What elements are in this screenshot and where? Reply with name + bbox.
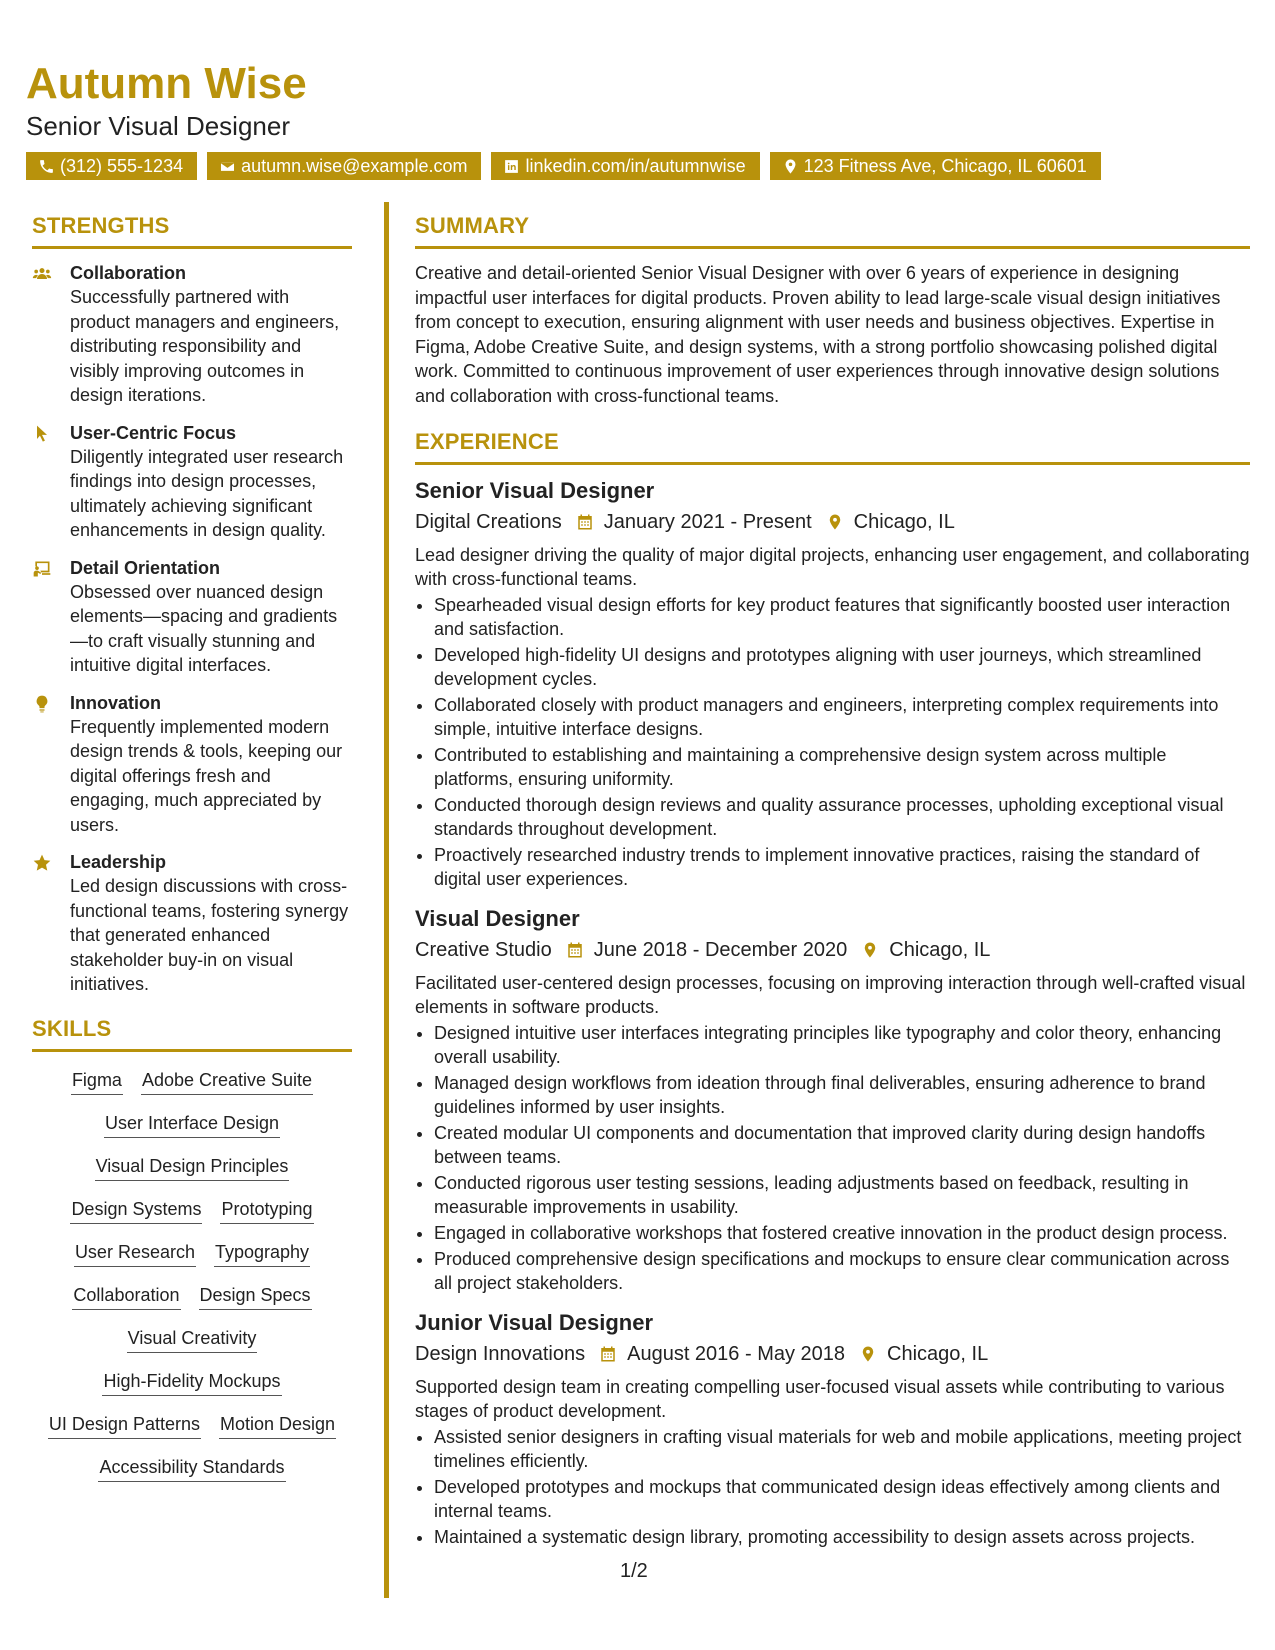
chalkboard-icon bbox=[32, 559, 52, 579]
job-title: Visual Designer bbox=[415, 906, 580, 931]
job-bullet: • Conducted thorough design reviews and quality assurance processes, upholding exceptional visual standards throughout development. bbox=[434, 793, 1250, 841]
job-bullet: • Developed high-fidelity UI designs and prototypes aligning with user journeys, which streamlined development cycles. bbox=[434, 643, 1250, 691]
skill-tag: Figma bbox=[71, 1068, 123, 1095]
envelope-icon bbox=[219, 158, 236, 175]
users-icon bbox=[32, 264, 52, 284]
job-bullet: • Designed intuitive user interfaces integrating principles like typography and color theory, enhancing overall usability. bbox=[434, 1021, 1250, 1069]
experience-list bbox=[415, 477, 1250, 1549]
job-description: Lead designer driving the quality of major digital projects, enhancing user engagement, and collaborating with cross-functional teams. bbox=[415, 545, 1250, 589]
strength-text: Led design discussions with cross-functional teams, fostering synergy that generated enhanced stakeholder buy-in on visual initiatives. bbox=[70, 876, 349, 994]
calendar-icon bbox=[566, 941, 584, 959]
contact-bar bbox=[26, 152, 1256, 180]
job-bullet: • Collaborated closely with product managers and engineers, interpreting complex requirements into simple, intuitive interface designs. bbox=[434, 693, 1250, 741]
job-title: Senior Visual Designer bbox=[415, 478, 655, 503]
job-bullet: • Developed prototypes and mockups that communicated design ideas effectively among clients and internal teams. bbox=[434, 1475, 1250, 1523]
job-bullet: • Assisted senior designers in crafting visual materials for web and mobile applications, meeting project timelines efficiently. bbox=[434, 1425, 1250, 1473]
job-description: Supported design team in creating compelling user-focused visual assets while contributing to various stages of product development. bbox=[415, 1377, 1225, 1421]
job-meta bbox=[415, 935, 1250, 965]
skill-tag: Motion Design bbox=[219, 1412, 336, 1439]
strength-item bbox=[32, 850, 352, 997]
job-description: Facilitated user-centered design processes, focusing on improving interaction through well-crafted visual elements in software products. bbox=[415, 973, 1246, 1017]
skill-tag: User Research bbox=[74, 1240, 196, 1267]
job-bullet: • Spearheaded visual design efforts for key product features that significantly boosted user interaction and satisfaction. bbox=[434, 593, 1250, 641]
strength-title: Detail Orientation bbox=[70, 557, 221, 578]
map-pin-icon bbox=[782, 158, 799, 175]
skill-tag: Design Systems bbox=[70, 1197, 202, 1224]
job-dates: January 2021 - Present bbox=[603, 511, 812, 533]
job-bullet: • Produced comprehensive design specifications and mockups to ensure clear communication across all project stakeholders. bbox=[434, 1247, 1250, 1295]
column-divider bbox=[384, 202, 389, 1598]
strength-title: Collaboration bbox=[70, 263, 186, 283]
candidate-title: Senior Visual Designer bbox=[26, 111, 290, 141]
job-dates: June 2018 - December 2020 bbox=[593, 939, 848, 961]
contact-phone[interactable] bbox=[26, 152, 197, 180]
job-bullets bbox=[415, 1425, 1250, 1549]
strengths-heading: STRENGTHS bbox=[32, 212, 352, 249]
strength-item bbox=[32, 556, 352, 678]
skill-tag: UI Design Patterns bbox=[48, 1412, 201, 1439]
strength-text: Frequently implemented modern design trends & tools, keeping our digital offerings fresh and engaging, much appreciated by users. bbox=[70, 716, 343, 835]
map-pin-icon bbox=[859, 1345, 877, 1363]
job-bullets bbox=[415, 1021, 1250, 1295]
candidate-name: Autumn Wise bbox=[26, 59, 307, 108]
cursor-icon bbox=[32, 424, 52, 444]
job-location: Chicago, IL bbox=[889, 939, 991, 961]
contact-address[interactable] bbox=[770, 152, 1101, 180]
map-pin-icon bbox=[861, 941, 879, 959]
job-dates: August 2016 - May 2018 bbox=[627, 1343, 846, 1365]
strength-title: User-Centric Focus bbox=[70, 422, 237, 443]
skill-tag: Visual Design Principles bbox=[95, 1154, 290, 1181]
contact-address-text: 123 Fitness Ave, Chicago, IL 60601 bbox=[803, 156, 1087, 176]
strength-text: Obsessed over nuanced design elements—spacing and gradients—to craft visually stunning and intuitive digital interfaces. bbox=[70, 581, 338, 675]
strength-item bbox=[32, 261, 352, 408]
linkedin-icon bbox=[503, 158, 520, 175]
strength-title: Innovation bbox=[70, 692, 161, 713]
calendar-icon bbox=[599, 1345, 617, 1363]
job-bullet: • Conducted rigorous user testing sessions, leading adjustments based on feedback, resulting in measurable improvements in usability. bbox=[434, 1171, 1250, 1219]
job-entry bbox=[415, 477, 1250, 891]
job-meta bbox=[415, 507, 1250, 537]
job-entry bbox=[415, 905, 1250, 1295]
summary-text: Creative and detail-oriented Senior Visual Designer with over 6 years of experience in designing impactful user interfaces for digital products. Proven ability to lead large-scale visual design initiatives from concept to execution, ensuring alignment with user needs and business objectives. Expertise in Figma, Adobe Creative Suite, and design systems, with a strong portfolio showcasing polished digital work. Committed to continuous improvement of user experiences through innovative design solutions and collaboration with cross-functional teams. bbox=[415, 263, 1221, 406]
job-bullets bbox=[415, 593, 1250, 891]
strength-item bbox=[32, 421, 352, 543]
strength-text: Successfully partnered with product managers and engineers, distributing responsibility and visibly improving outcomes in design iterations. bbox=[70, 287, 340, 405]
skills-heading: SKILLS bbox=[32, 1015, 352, 1052]
skill-tag: User Interface Design bbox=[104, 1111, 280, 1138]
contact-phone-text: (312) 555-1234 bbox=[60, 156, 184, 176]
skill-tag: Typography bbox=[214, 1240, 310, 1267]
phone-icon bbox=[38, 158, 55, 175]
job-bullet: • Managed design workflows from ideation through final deliverables, ensuring adherence to brand guidelines informed by user insights. bbox=[434, 1071, 1250, 1119]
skill-tag: Visual Creativity bbox=[127, 1326, 258, 1353]
job-bullet: • Created modular UI components and documentation that improved clarity during design handoffs between teams. bbox=[434, 1121, 1250, 1169]
job-entry bbox=[415, 1309, 1250, 1549]
job-meta bbox=[415, 1339, 1250, 1369]
right-column bbox=[415, 212, 1250, 1563]
contact-linkedin[interactable] bbox=[491, 152, 759, 180]
job-title: Junior Visual Designer bbox=[415, 1310, 654, 1335]
resume-header bbox=[26, 58, 1256, 180]
job-bullet: • Engaged in collaborative workshops that fostered creative innovation in the product design process. bbox=[434, 1221, 1250, 1245]
job-company: Digital Creations bbox=[415, 511, 562, 533]
job-bullet: • Proactively researched industry trends to implement innovative practices, raising the standard of digital user experiences. bbox=[434, 843, 1250, 891]
contact-email[interactable] bbox=[207, 152, 481, 180]
job-company: Design Innovations bbox=[415, 1343, 586, 1365]
skill-tag: Accessibility Standards bbox=[98, 1455, 285, 1482]
strength-item bbox=[32, 691, 352, 838]
skill-tag: Collaboration bbox=[72, 1283, 180, 1310]
skill-tag: Adobe Creative Suite bbox=[141, 1068, 313, 1095]
page-number: 1/2 bbox=[620, 1560, 648, 1582]
strength-text: Diligently integrated user research findings into design processes, ultimately achieving significant enhancements in design quality. bbox=[70, 446, 344, 540]
experience-heading: EXPERIENCE bbox=[415, 428, 1250, 465]
job-location: Chicago, IL bbox=[887, 1343, 989, 1365]
job-bullet: • Contributed to establishing and maintaining a comprehensive design system across multiple platforms, ensuring uniformity. bbox=[434, 743, 1250, 791]
job-bullet: • Maintained a systematic design library, promoting accessibility to design assets across projects. bbox=[434, 1525, 1250, 1549]
map-pin-icon bbox=[826, 513, 844, 531]
skill-tag: Prototyping bbox=[220, 1197, 313, 1224]
job-location: Chicago, IL bbox=[853, 511, 955, 533]
skill-tag: High-Fidelity Mockups bbox=[102, 1369, 281, 1396]
summary-heading: SUMMARY bbox=[415, 212, 1250, 249]
skills-list bbox=[32, 1064, 352, 1482]
left-column bbox=[32, 212, 352, 1482]
strength-title: Leadership bbox=[70, 852, 167, 872]
calendar-icon bbox=[576, 513, 594, 531]
contact-email-text: autumn.wise@example.com bbox=[241, 156, 468, 176]
skill-tag: Design Specs bbox=[199, 1283, 312, 1310]
star-icon bbox=[32, 853, 52, 873]
job-company: Creative Studio bbox=[415, 939, 552, 961]
lightbulb-icon bbox=[32, 694, 52, 714]
contact-linkedin-text: linkedin.com/in/autumnwise bbox=[525, 156, 746, 176]
